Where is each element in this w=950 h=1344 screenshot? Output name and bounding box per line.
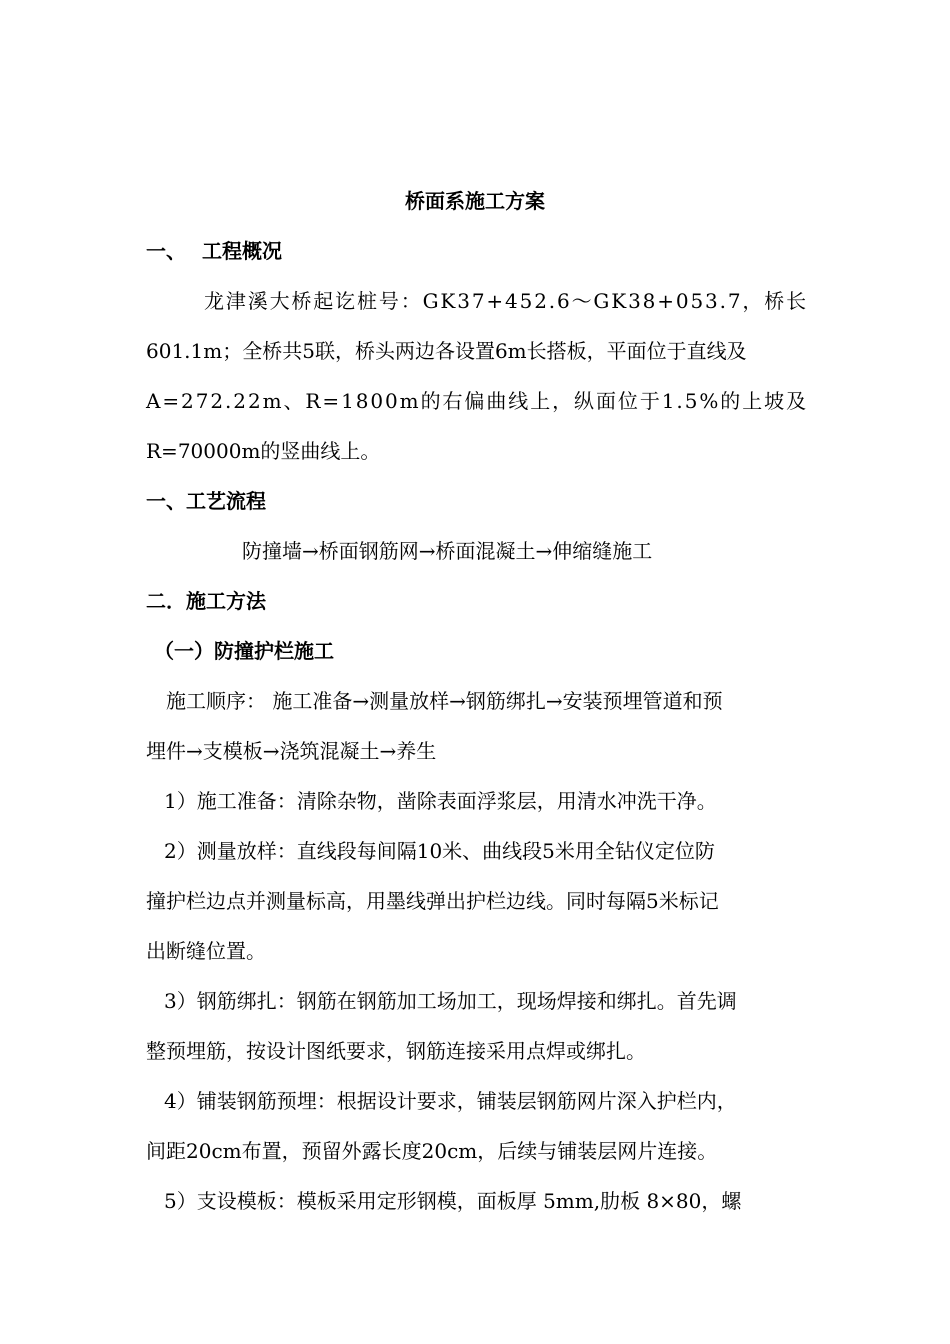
step-2-line-2: 撞护栏边点并测量标高，用墨线弹出护栏边线。同时每隔5米标记: [146, 889, 719, 913]
section-heading-overview: 工程概况: [202, 239, 282, 263]
section-heading-overview-number: 一、: [146, 239, 186, 263]
subheading-barrier: （一）防撞护栏施工: [154, 639, 334, 663]
step-5-line-1: 5）支设模板：模板采用定形钢模，面板厚 5mm,肋板 8×80，螺: [164, 1189, 742, 1213]
step-2-line-3: 出断缝位置。: [146, 939, 266, 963]
order-line-2: 埋件→支模板→浇筑混凝土→养生: [146, 739, 437, 763]
overview-line-2: 601.1m；全桥共5联，桥头两边各设置6m长搭板，平面位于直线及: [146, 339, 747, 363]
overview-line-4: R=70000m的竖曲线上。: [146, 439, 381, 463]
step-2-line-1: 2）测量放样：直线段每间隔10米、曲线段5米用全钻仪定位防: [164, 839, 715, 863]
step-4-line-2: 间距20cm布置，预留外露长度20cm，后续与铺装层网片连接。: [146, 1139, 718, 1163]
process-flow: 防撞墙→桥面钢筋网→桥面混凝土→伸缩缝施工: [242, 539, 653, 563]
order-line-1: 施工顺序： 施工准备→测量放样→钢筋绑扎→安装预埋管道和预: [166, 689, 723, 713]
overview-line-3: A=272.22m、R=1800m的右偏曲线上，纵面位于1.5%的上坡及: [146, 389, 808, 413]
step-1-line-1: 1）施工准备：清除杂物，凿除表面浮浆层，用清水冲洗干净。: [164, 789, 717, 813]
section-heading-process: 一、工艺流程: [146, 489, 266, 513]
overview-line-1: 龙津溪大桥起讫桩号：GK37+452.6～GK38+053.7，桥长: [204, 289, 808, 313]
step-4-line-1: 4）铺装钢筋预埋：根据设计要求，铺装层钢筋网片深入护栏内，: [164, 1089, 737, 1113]
step-3-line-1: 3）钢筋绑扎：钢筋在钢筋加工场加工，现场焊接和绑扎。首先调: [164, 989, 737, 1013]
step-3-line-2: 整预埋筋，按设计图纸要求，钢筋连接采用点焊或绑扎。: [146, 1039, 646, 1063]
section-heading-method: 二．施工方法: [146, 589, 266, 613]
document-title: 桥面系施工方案: [405, 189, 545, 213]
